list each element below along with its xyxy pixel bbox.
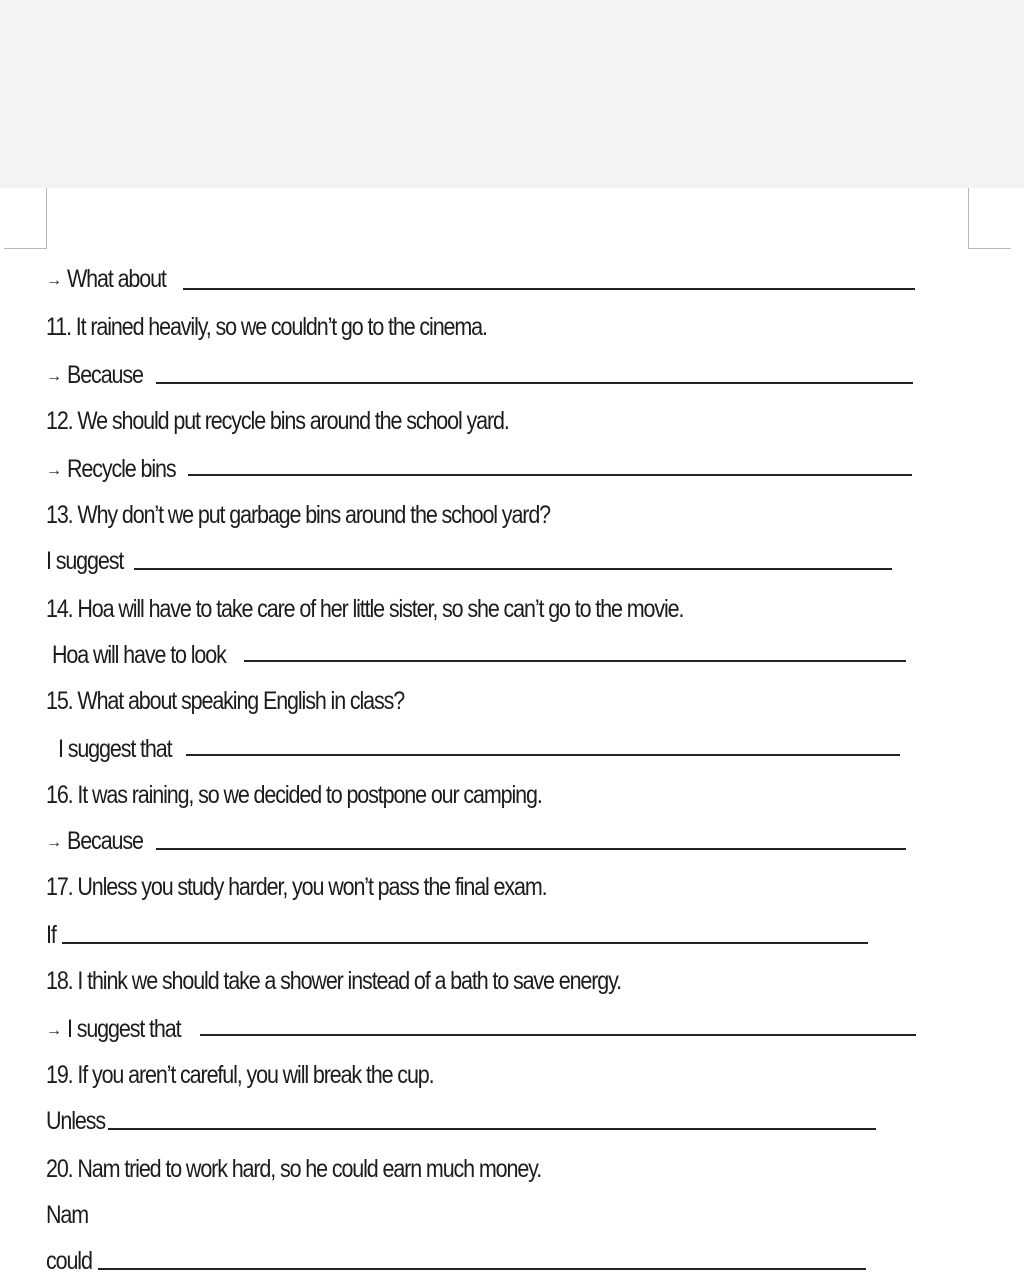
page-margin-marker-left [4,188,47,249]
line-text: 11. It rained heavily, so we couldn’t go to the cinema. [46,313,487,341]
blank-line[interactable] [156,848,906,850]
question-line [46,298,559,342]
line-text: What about [66,265,166,293]
blank-line[interactable] [134,568,892,570]
question-line [46,486,632,530]
blank-line[interactable] [62,942,868,944]
line-text: 17. Unless you study harder, you won’t pass the final exam. [46,873,547,901]
blank-line[interactable] [98,1268,866,1270]
line-text: I suggest that [66,1015,181,1043]
page-margin-marker-right [968,188,1011,249]
toolbar-area [0,0,1024,188]
line-text: I suggest [46,547,124,575]
line-text: I suggest that [58,735,172,763]
answer-line [46,812,155,856]
blank-line[interactable] [108,1128,876,1130]
line-text: 13. Why don’t we put garbage bins around the school yard? [46,501,551,529]
question-line [46,392,584,436]
line-text: 12. We should put recycle bins around the school yard. [46,407,509,435]
blank-line[interactable] [244,660,906,662]
line-text: Unless [46,1107,106,1135]
answer-line [46,440,193,484]
line-text: 16. It was raining, so we decided to postpone our camping. [46,781,542,809]
blank-line[interactable] [156,382,913,384]
line-text: 19. If you aren’t careful, you will break the cup. [46,1061,434,1089]
question-line [46,1046,497,1090]
answer-line [46,1186,95,1230]
answer-line [46,1000,199,1044]
line-text: 18. I think we should take a shower instead of a bath to save energy. [46,967,622,995]
blank-line[interactable] [186,754,900,756]
arrow-icon: → [46,272,61,289]
answer-line [46,250,182,294]
blank-line[interactable] [188,474,912,476]
blank-line[interactable] [183,288,915,290]
line-text: 15. What about speaking English in class? [46,687,405,715]
line-text: 20. Nam tried to work hard, so he could earn much money. [46,1155,542,1183]
line-text: could [46,1247,92,1275]
arrow-icon: → [46,1022,61,1039]
question-line [46,858,628,902]
line-text: 14. Hoa will have to take care of her little sister, so she can’t go to the movie. [46,595,684,623]
answer-line [46,532,136,576]
question-line [46,672,462,716]
line-text: Recycle bins [66,455,176,483]
answer-line [46,906,57,950]
question-line [46,952,715,996]
line-text: Hoa will have to look [52,641,226,669]
line-text: Because [66,361,143,389]
question-line [46,1140,622,1184]
answer-line [58,720,190,764]
line-text: Because [66,827,143,855]
arrow-icon: → [46,462,61,479]
blank-line[interactable] [200,1034,916,1036]
question-line [46,580,787,624]
answer-line [46,346,155,390]
line-text: Nam [46,1201,89,1229]
arrow-icon: → [46,368,61,385]
answer-line [46,1092,115,1136]
answer-line [52,626,254,670]
arrow-icon: → [46,834,61,851]
question-line [46,766,622,810]
line-text: If [46,921,56,949]
answer-line [46,1232,99,1276]
